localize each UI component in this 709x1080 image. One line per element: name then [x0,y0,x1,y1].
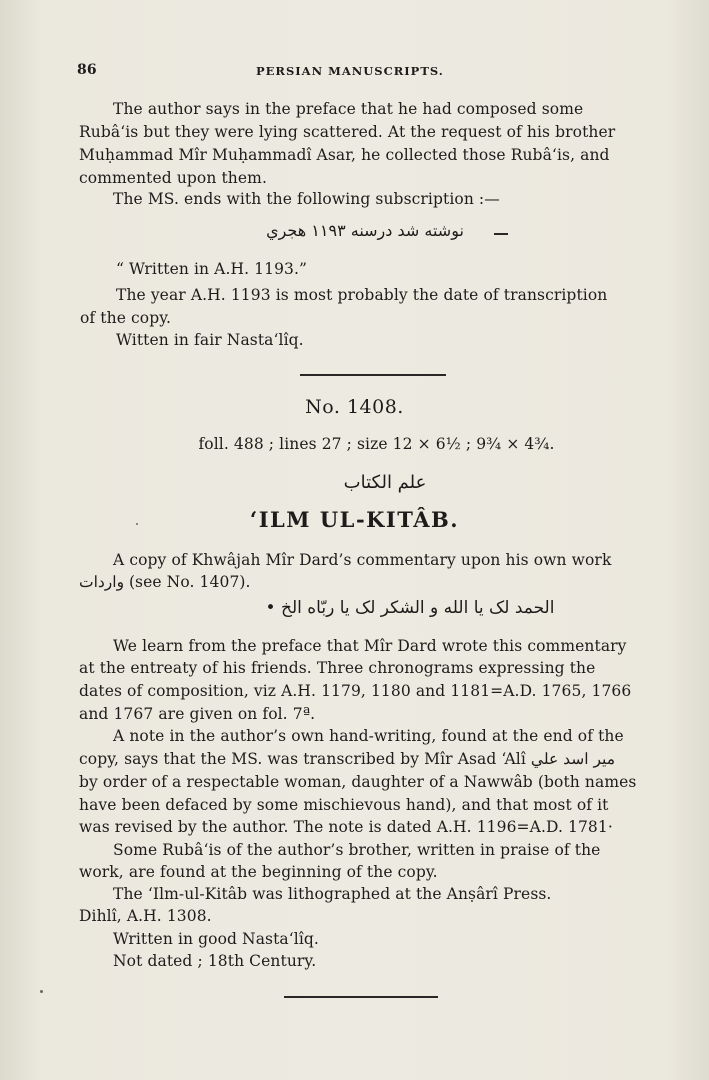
text-line: of the copy. [80,309,172,327]
text-line: A copy of Khwâjah Mîr Dard’s commentary upon his own work [113,551,612,569]
text-line: Dihlî, A.H. 1308. [79,907,212,925]
text-line: was revised by the author. The note is dated A.H. 1196=A.D. 1781· [79,818,613,836]
text-line: commented upon them. [79,169,267,187]
running-title: PERSIAN MANUSCRIPTS. [256,64,444,78]
text-line: and 1767 are given on fol. 7ª. [79,705,316,723]
text-line: copy, says that the MS. was transcribed by Mîr Asad ‘Alî مير اسد علي [79,750,616,768]
manuscript-number: No. 1408. [305,396,404,418]
text-line: واردات (see No. 1407). [79,573,251,591]
text-line: We learn from the preface that Mîr Dard wrote this commentary [113,637,627,655]
text-line: The year A.H. 1193 is most probably the date of transcription [116,286,608,304]
folio-details: foll. 488 ; lines 27 ; size 12 × 6½ ; 9¾ × 4¾. [198,435,555,453]
page-number: 86 [77,62,97,78]
end-rule [284,996,438,998]
text-line: The ‘Ilm-ul-Kitâb was lithographed at the Anṣârî Press. [113,885,552,903]
text-line: at the entreaty of his friends. Three chronograms expressing the [79,659,596,677]
text-line: Not dated ; 18th Century. [113,952,317,970]
text-line: The author says in the preface that he had composed some [113,100,584,118]
arabic-title: علم الكتاب [343,472,427,493]
text-line: dates of composition, viz A.H. 1179, 1180 and 1181=A.D. 1765, 1766 [79,682,632,700]
text-line: have been defaced by some mischievous hand), and that most of it [79,796,609,814]
speck-mark [40,990,43,993]
dash-mark [494,233,508,235]
speck-mark [136,523,138,525]
work-title: ‘ILM UL-KITÂB. [249,507,460,532]
text-line: work, are found at the beginning of the copy. [79,863,438,881]
text-line: Muḥammad Mîr Muḥammadî Asar, he collected those Rubâ‘is, and [79,146,610,164]
text-line: by order of a respectable woman, daughter of a Nawwâb (both names [79,773,637,791]
text-line: Witten in fair Nasta‘lîq. [116,331,304,349]
arabic-incipit: الحمد لک يا الله و الشکر لک يا ربّاه الخ • [265,598,555,618]
text-line: Some Rubâ‘is of the author’s brother, written in praise of the [113,841,601,859]
text-line: Written in good Nasta‘lîq. [113,930,319,948]
text-line: “ Written in A.H. 1193.” [116,260,308,278]
text-line: The MS. ends with the following subscription :— [113,190,500,208]
text-line: A note in the author’s own hand-writing, found at the end of the [113,727,624,745]
arabic-subscription: نوشته شد درسنه ۱۱۹۳ هجري [266,221,464,240]
section-rule [300,374,446,376]
text-line: Rubâ‘is but they were lying scattered. At the request of his brother [79,123,616,141]
